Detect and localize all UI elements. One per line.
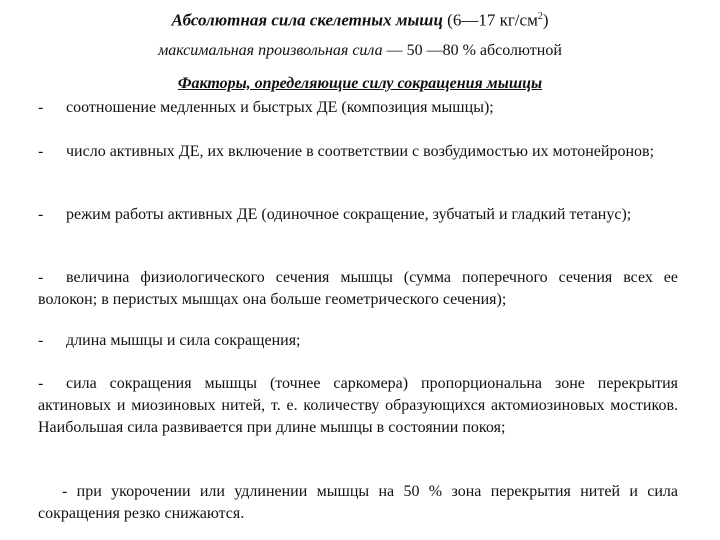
dash-bullet: - (38, 143, 44, 160)
dash-bullet: - (38, 206, 44, 223)
factor-text: величина физиологического сечения мышцы (сумма поперечного сечения всех ее волокон; в перистых мышцах она больше геометрического сечения); (38, 269, 678, 308)
factor-text: соотношение медленных и быстрых ДЕ (композиция мышцы); (66, 99, 494, 116)
factor-text: число активных ДЕ, их включение в соответствии с возбудимостью их мотонейронов; (66, 143, 655, 160)
note-paragraph: - при укорочении или удлинении мышцы на 50 % зона перекрытия нитей и сила сокращения резко снижаются. (38, 483, 678, 522)
factor-item (38, 330, 678, 352)
factor-item (38, 141, 678, 163)
factor-item (38, 97, 678, 119)
subtitle-italic: максимальная произвольная сила (158, 42, 383, 59)
page-title (0, 6, 720, 32)
factor-text: сила сокращения мышцы (точнее саркомера) пропорциональна зоне перекрытия актиновых и миозиновых нитей, т. е. количеству образующихся актомиозиновых мостиков. Наибольшая сила развивается при длине мышцы в состоянии покоя; (38, 375, 678, 436)
dash-bullet: - (38, 269, 44, 286)
factor-item (38, 373, 678, 439)
dash-bullet: - (38, 375, 44, 392)
factor-item (38, 267, 678, 311)
dash-bullet: - (38, 99, 44, 116)
factor-text: режим работы активных ДЕ (одиночное сокращение, зубчатый и гладкий тетанус); (66, 206, 632, 223)
factor-item (38, 204, 678, 226)
factor-text: длина мышцы и сила сокращения; (66, 332, 301, 349)
subtitle (0, 41, 720, 61)
subtitle-rest: — 50 —80 % абсолютной (382, 42, 562, 59)
section-heading: Факторы, определяющие силу сокращения мышцы (177, 75, 543, 92)
title-superscript: 2 (537, 11, 543, 22)
title-close: ) (542, 10, 549, 30)
title-value: (6—17 кг/см (442, 10, 538, 30)
title-main: Абсолютная сила скелетных мышц (171, 10, 443, 30)
dash-bullet: - (38, 332, 44, 349)
